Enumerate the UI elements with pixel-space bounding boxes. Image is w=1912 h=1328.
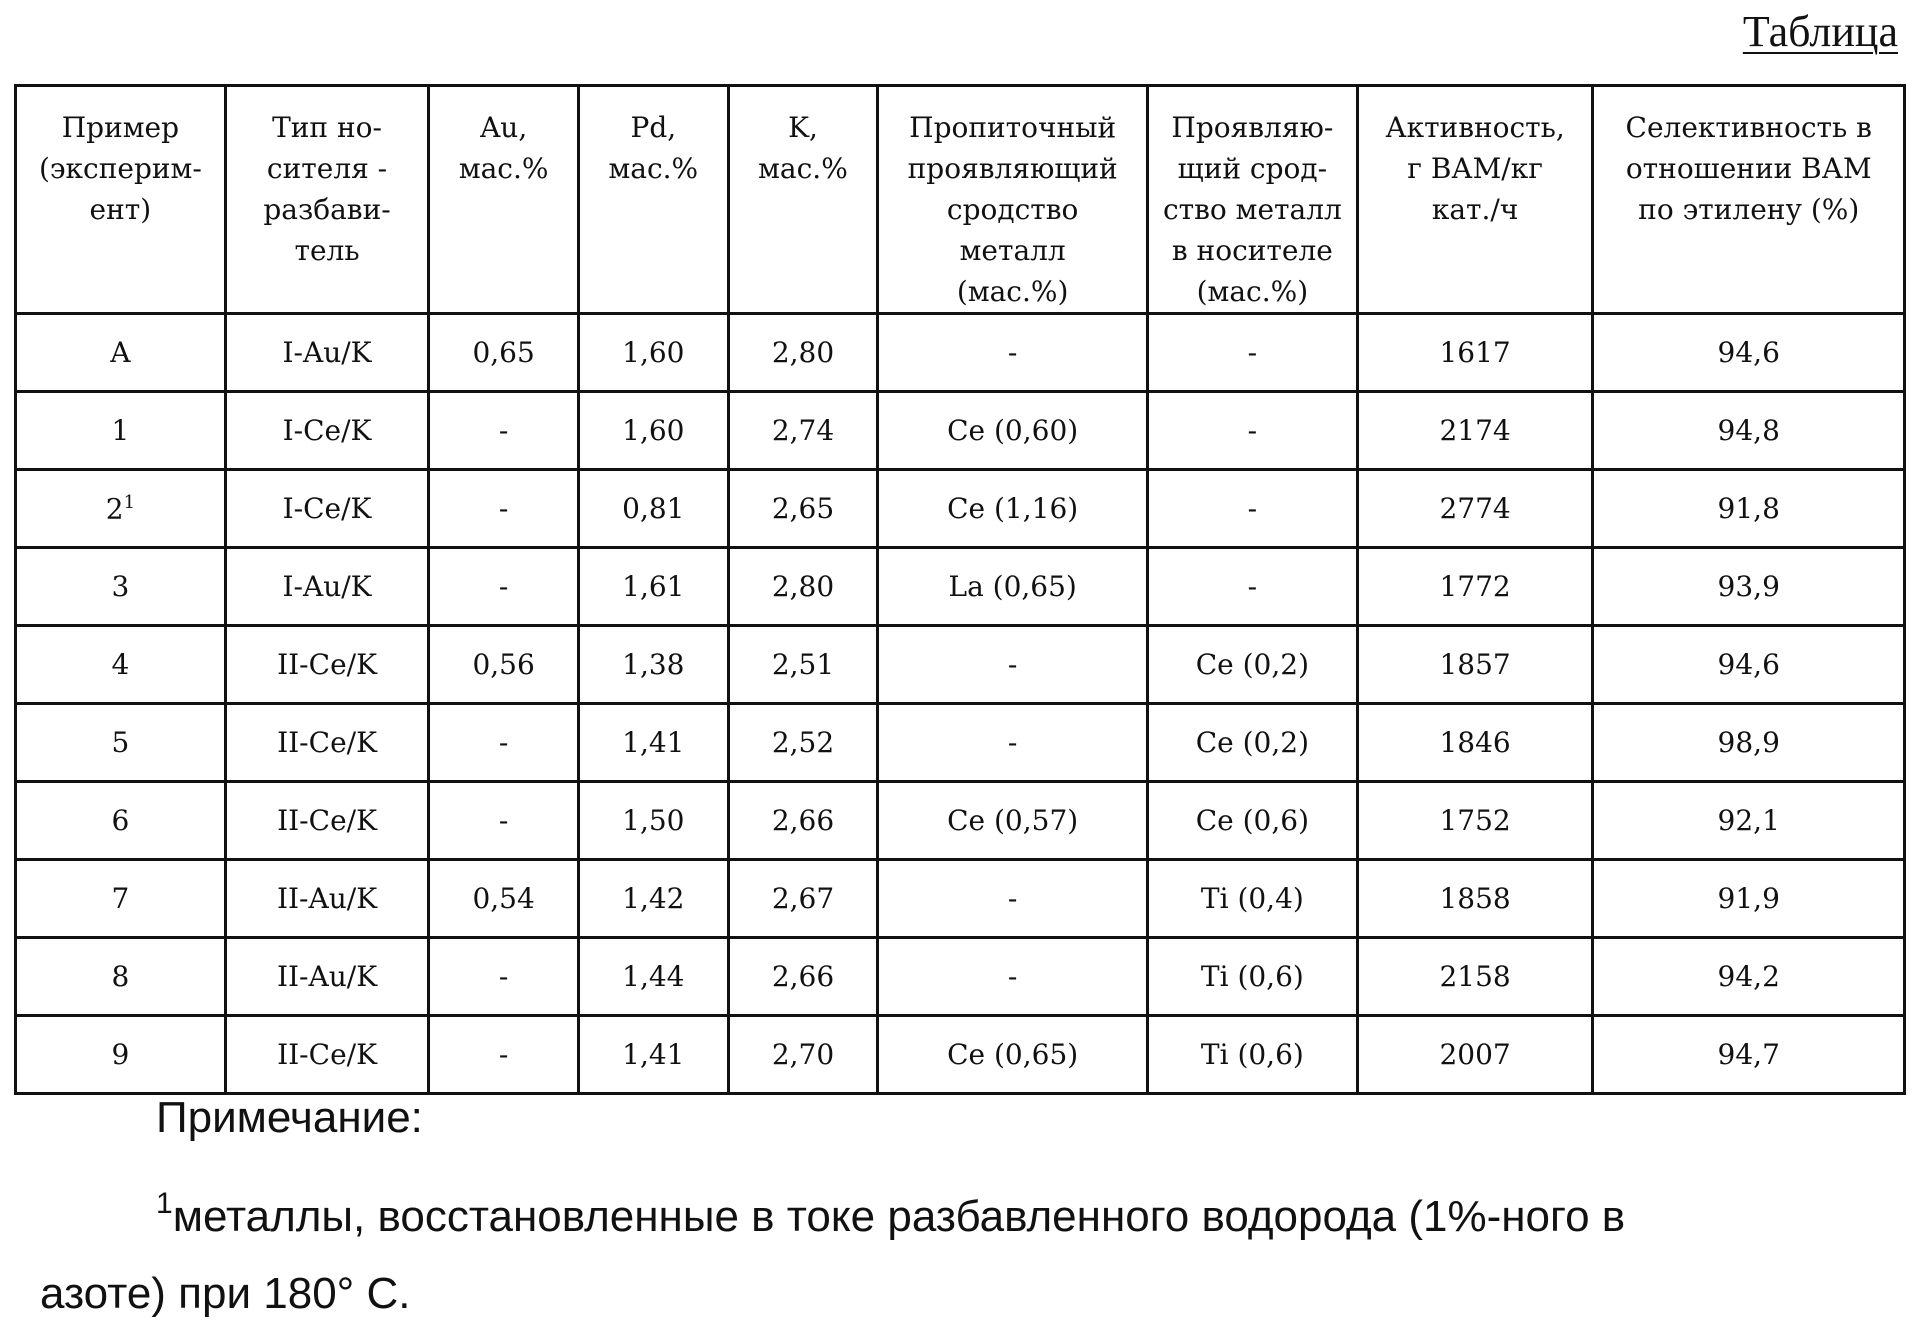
cell-carrier-metal	[1148, 548, 1358, 626]
note-text-line-1	[156, 1176, 1625, 1245]
cell-au-value: -	[499, 804, 508, 837]
cell-selectivity-value: 91,8	[1718, 492, 1780, 525]
cell-carrier-metal-value: Ce (0,6)	[1196, 804, 1309, 837]
cell-k	[728, 392, 878, 470]
cell-au-value: 0,54	[472, 882, 534, 915]
cell-example-value: 8	[111, 960, 129, 993]
cell-selectivity	[1593, 470, 1905, 548]
cell-example	[16, 704, 226, 782]
cell-impregnating-metal-value: -	[1008, 648, 1017, 681]
cell-carrier-metal-value: Ce (0,2)	[1196, 726, 1309, 759]
cell-example-value: 1	[111, 414, 129, 447]
cell-carrier-type-value: I-Ce/K	[283, 492, 372, 525]
cell-pd-value: 1,41	[622, 1038, 684, 1071]
cell-example-value: 3	[111, 570, 129, 603]
cell-selectivity	[1593, 938, 1905, 1016]
cell-activity	[1357, 548, 1593, 626]
table-row	[16, 782, 1905, 860]
cell-impregnating-metal-value: Ce (1,16)	[947, 492, 1078, 525]
cell-example	[16, 626, 226, 704]
cell-carrier-type	[225, 1016, 429, 1094]
cell-k	[728, 470, 878, 548]
table-body	[16, 314, 1905, 1094]
cell-k	[728, 860, 878, 938]
cell-impregnating-metal	[878, 938, 1148, 1016]
header-carrier-type: Тип но- сителя - разбави- тель	[225, 86, 429, 314]
cell-activity-value: 1752	[1439, 804, 1510, 837]
table-row	[16, 314, 1905, 392]
cell-activity	[1357, 704, 1593, 782]
cell-k	[728, 626, 878, 704]
cell-activity-value: 2174	[1439, 414, 1510, 447]
cell-carrier-metal-value: -	[1248, 492, 1257, 525]
cell-k-value: 2,70	[772, 1038, 834, 1071]
table-row	[16, 392, 1905, 470]
cell-carrier-type	[225, 470, 429, 548]
cell-au	[429, 704, 579, 782]
cell-activity-value: 1846	[1439, 726, 1510, 759]
cell-k	[728, 1016, 878, 1094]
cell-impregnating-metal-value: -	[1008, 726, 1017, 759]
cell-activity-value: 1617	[1439, 336, 1510, 369]
cell-selectivity	[1593, 782, 1905, 860]
cell-pd-value: 1,60	[622, 336, 684, 369]
cell-carrier-metal-value: Ce (0,2)	[1196, 648, 1309, 681]
footnote-marker: 1	[124, 492, 135, 513]
cell-carrier-type-value: I-Au/K	[282, 570, 371, 603]
cell-pd	[578, 782, 728, 860]
cell-au-value: -	[499, 726, 508, 759]
header-carrier-metal: Проявляю- щий срод- ство металл в носителе (мас.%)	[1148, 86, 1358, 314]
cell-pd-value: 1,38	[622, 648, 684, 681]
cell-carrier-metal	[1148, 860, 1358, 938]
header-k: K, мас.%	[728, 86, 878, 314]
cell-k	[728, 704, 878, 782]
cell-au-value: -	[499, 570, 508, 603]
note-text-line-2: азоте) при 180° С.	[40, 1266, 411, 1322]
cell-k-value: 2,52	[772, 726, 834, 759]
cell-example	[16, 938, 226, 1016]
cell-carrier-type-value: II-Au/K	[277, 960, 377, 993]
cell-au-value: -	[499, 1038, 508, 1071]
cell-au	[429, 782, 579, 860]
cell-au-value: -	[499, 414, 508, 447]
cell-k-value: 2,74	[772, 414, 834, 447]
note-marker: 1	[156, 1187, 173, 1220]
cell-pd-value: 1,61	[622, 570, 684, 603]
cell-k-value: 2,67	[772, 882, 834, 915]
cell-pd	[578, 470, 728, 548]
cell-selectivity	[1593, 626, 1905, 704]
cell-activity-value: 1858	[1439, 882, 1510, 915]
cell-selectivity	[1593, 1016, 1905, 1094]
cell-carrier-type-value: II-Ce/K	[277, 726, 377, 759]
cell-impregnating-metal	[878, 626, 1148, 704]
cell-activity	[1357, 470, 1593, 548]
cell-impregnating-metal	[878, 782, 1148, 860]
cell-pd	[578, 1016, 728, 1094]
cell-selectivity	[1593, 392, 1905, 470]
cell-carrier-type	[225, 782, 429, 860]
cell-selectivity-value: 94,7	[1718, 1038, 1780, 1071]
cell-au	[429, 1016, 579, 1094]
cell-carrier-metal-value: -	[1248, 336, 1257, 369]
cell-carrier-type	[225, 314, 429, 392]
header-pd: Pd, мас.%	[578, 86, 728, 314]
cell-impregnating-metal	[878, 860, 1148, 938]
cell-k	[728, 314, 878, 392]
cell-example-value: 9	[111, 1038, 129, 1071]
cell-activity	[1357, 626, 1593, 704]
cell-pd-value: 1,44	[622, 960, 684, 993]
cell-impregnating-metal-value: -	[1008, 882, 1017, 915]
cell-k-value: 2,80	[772, 336, 834, 369]
cell-pd	[578, 392, 728, 470]
cell-selectivity-value: 93,9	[1718, 570, 1780, 603]
cell-impregnating-metal	[878, 470, 1148, 548]
header-activity: Активность, г ВАМ/кг кат./ч	[1357, 86, 1593, 314]
cell-impregnating-metal-value: -	[1008, 960, 1017, 993]
cell-example-value: 4	[111, 648, 129, 681]
cell-carrier-metal-value: -	[1248, 414, 1257, 447]
cell-activity-value: 2774	[1439, 492, 1510, 525]
cell-au-value: 0,56	[472, 648, 534, 681]
cell-example	[16, 782, 226, 860]
cell-selectivity	[1593, 860, 1905, 938]
cell-selectivity-value: 92,1	[1718, 804, 1780, 837]
cell-au	[429, 626, 579, 704]
cell-pd	[578, 314, 728, 392]
cell-pd	[578, 938, 728, 1016]
cell-au	[429, 548, 579, 626]
cell-au	[429, 938, 579, 1016]
cell-example-value: 7	[111, 882, 129, 915]
cell-k	[728, 782, 878, 860]
cell-k	[728, 938, 878, 1016]
cell-pd-value: 1,41	[622, 726, 684, 759]
cell-impregnating-metal	[878, 548, 1148, 626]
cell-carrier-type-value: I-Ce/K	[283, 414, 372, 447]
cell-activity	[1357, 314, 1593, 392]
cell-example	[16, 548, 226, 626]
cell-selectivity-value: 94,6	[1718, 336, 1780, 369]
cell-carrier-type	[225, 860, 429, 938]
cell-carrier-metal	[1148, 938, 1358, 1016]
cell-pd	[578, 704, 728, 782]
table-row	[16, 704, 1905, 782]
cell-example	[16, 314, 226, 392]
table-caption: Таблица	[1743, 4, 1898, 60]
cell-impregnating-metal-value: La (0,65)	[948, 570, 1076, 603]
results-table	[14, 84, 1906, 1095]
cell-carrier-type	[225, 626, 429, 704]
cell-carrier-type	[225, 392, 429, 470]
cell-impregnating-metal-value: -	[1008, 336, 1017, 369]
cell-k	[728, 548, 878, 626]
cell-selectivity-value: 98,9	[1718, 726, 1780, 759]
cell-pd	[578, 626, 728, 704]
cell-au	[429, 392, 579, 470]
table-header-row	[16, 86, 1905, 314]
cell-carrier-metal	[1148, 782, 1358, 860]
cell-au	[429, 860, 579, 938]
cell-au-value: -	[499, 960, 508, 993]
note-title: Примечание:	[156, 1090, 423, 1146]
cell-impregnating-metal-value: Ce (0,65)	[947, 1038, 1078, 1071]
cell-example-value: 6	[111, 804, 129, 837]
cell-example	[16, 392, 226, 470]
cell-carrier-type-value: II-Au/K	[277, 882, 377, 915]
table-row	[16, 860, 1905, 938]
cell-pd-value: 1,42	[622, 882, 684, 915]
table-row	[16, 938, 1905, 1016]
cell-selectivity-value: 91,9	[1718, 882, 1780, 915]
cell-carrier-metal	[1148, 704, 1358, 782]
cell-pd-value: 1,60	[622, 414, 684, 447]
cell-carrier-metal-value: -	[1248, 570, 1257, 603]
cell-impregnating-metal	[878, 392, 1148, 470]
cell-activity	[1357, 392, 1593, 470]
cell-carrier-type	[225, 938, 429, 1016]
cell-selectivity-value: 94,8	[1718, 414, 1780, 447]
cell-carrier-metal-value: Ti (0,6)	[1201, 960, 1304, 993]
cell-carrier-metal	[1148, 392, 1358, 470]
cell-impregnating-metal	[878, 1016, 1148, 1094]
cell-activity-value: 1772	[1439, 570, 1510, 603]
cell-carrier-metal	[1148, 1016, 1358, 1094]
cell-example-value: 2	[106, 492, 124, 525]
cell-carrier-metal-value: Ti (0,6)	[1201, 1038, 1304, 1071]
cell-selectivity-value: 94,2	[1718, 960, 1780, 993]
cell-pd	[578, 860, 728, 938]
cell-carrier-metal-value: Ti (0,4)	[1201, 882, 1304, 915]
cell-impregnating-metal	[878, 314, 1148, 392]
cell-carrier-type-value: II-Ce/K	[277, 1038, 377, 1071]
cell-carrier-type	[225, 704, 429, 782]
cell-carrier-type-value: I-Au/K	[282, 336, 371, 369]
cell-example-value: A	[110, 336, 130, 369]
cell-activity	[1357, 782, 1593, 860]
header-impregnating-metal: Пропиточный проявляющий сродство металл (мас.%)	[878, 86, 1148, 314]
cell-activity	[1357, 860, 1593, 938]
cell-pd	[578, 548, 728, 626]
cell-k-value: 2,66	[772, 960, 834, 993]
header-selectivity: Селективность в отношении ВАМ по этилену (%)	[1593, 86, 1905, 314]
cell-au-value: 0,65	[472, 336, 534, 369]
table-row	[16, 626, 1905, 704]
table-row	[16, 470, 1905, 548]
cell-carrier-metal	[1148, 626, 1358, 704]
cell-carrier-type-value: II-Ce/K	[277, 804, 377, 837]
cell-activity-value: 2158	[1439, 960, 1510, 993]
cell-impregnating-metal-value: Ce (0,57)	[947, 804, 1078, 837]
note-line1-text: металлы, восстановленные в токе разбавленного водорода (1%-ного в	[173, 1192, 1626, 1241]
cell-impregnating-metal-value: Ce (0,60)	[947, 414, 1078, 447]
cell-au-value: -	[499, 492, 508, 525]
cell-example	[16, 1016, 226, 1094]
cell-activity	[1357, 1016, 1593, 1094]
cell-example	[16, 470, 226, 548]
header-example: Пример (эксперим- ент)	[16, 86, 226, 314]
cell-selectivity	[1593, 314, 1905, 392]
cell-example	[16, 860, 226, 938]
cell-carrier-metal	[1148, 314, 1358, 392]
table-row	[16, 1016, 1905, 1094]
cell-k-value: 2,66	[772, 804, 834, 837]
cell-k-value: 2,65	[772, 492, 834, 525]
cell-k-value: 2,51	[772, 648, 834, 681]
cell-k-value: 2,80	[772, 570, 834, 603]
cell-activity	[1357, 938, 1593, 1016]
cell-selectivity	[1593, 704, 1905, 782]
cell-activity-value: 2007	[1439, 1038, 1510, 1071]
cell-activity-value: 1857	[1439, 648, 1510, 681]
cell-carrier-type	[225, 548, 429, 626]
cell-pd-value: 1,50	[622, 804, 684, 837]
table-row	[16, 548, 1905, 626]
cell-pd-value: 0,81	[622, 492, 684, 525]
header-au: Au, мас.%	[429, 86, 579, 314]
cell-selectivity-value: 94,6	[1718, 648, 1780, 681]
cell-carrier-metal	[1148, 470, 1358, 548]
cell-selectivity	[1593, 548, 1905, 626]
cell-example-value: 5	[111, 726, 129, 759]
cell-carrier-type-value: II-Ce/K	[277, 648, 377, 681]
cell-au	[429, 470, 579, 548]
cell-au	[429, 314, 579, 392]
cell-impregnating-metal	[878, 704, 1148, 782]
